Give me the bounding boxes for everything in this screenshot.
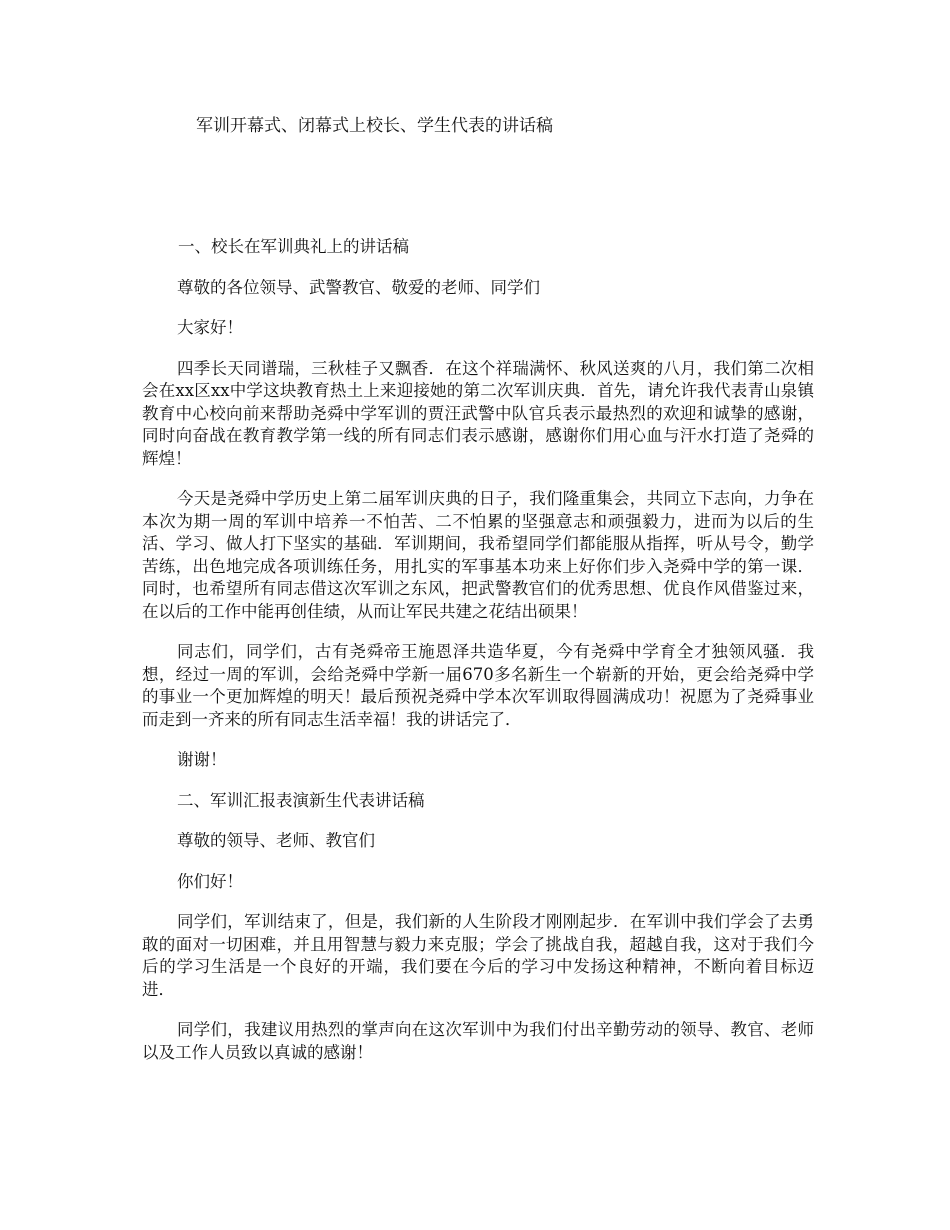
document-title: 军训开幕式、闭幕式上校长、学生代表的讲话稿 <box>196 116 553 136</box>
greeting-principal: 大家好！ <box>177 318 243 337</box>
paragraph: 今天是尧舜中学历史上第二届军训庆典的日子，我们隆重集会，共同立下志向，力争在本次为期一周的军训中培养一不怕苦、二不怕累的坚强意志和顽强毅力，进而为以后的生活、学习、做人打下坚实的基础．军训期间，我希望同学们都能服从指挥，听从号令，勤学苦练，出色地完成各项训练任务，用扎实的军事基本功来上好你们步入尧舜中学的第一课．同时，也希望所有同志借这次军训之东风，把武警教官们的优秀思想、优良作风借鉴过来，在以后的工作中能再创佳绩，从而让军民共建之花结出硕果！ <box>142 489 814 621</box>
paragraph: 四季长天同谱瑞，三秋桂子又飘香．在这个祥瑞满怀、秋风送爽的八月，我们第二次相会在xx区xx中学这块教育热土上来迎接她的第二次军训庆典．首先，请允许我代表青山泉镇教育中心校向前来帮助尧舜中学军训的贾汪武警中队官兵表示最热烈的欢迎和诚挚的感谢，同时向奋战在教育教学第一线的所有同志们表示感谢，感谢你们用心血与汗水打造了尧舜的辉煌！ <box>142 358 814 468</box>
section-heading-principal: 一、校长在军训典礼上的讲话稿 <box>178 237 409 256</box>
greeting-student: 你们好！ <box>177 871 243 891</box>
paragraph: 同学们，军训结束了，但是，我们新的人生阶段才刚刚起步．在军训中我们学会了去勇敢的面对一切困难，并且用智慧与毅力来克服；学会了挑战自我，超越自我，这对于我们今后的学习生活是一个良好的开端，我们要在今后的学习中发扬这种精神，不断向着目标迈进． <box>142 912 814 999</box>
salutation-student: 尊敬的领导、老师、教官们 <box>177 831 375 850</box>
section-heading-student: 二、军训汇报表演新生代表讲话稿 <box>177 790 425 810</box>
paragraph: 同志们，同学们，古有尧舜帝王施恩泽共造华夏，今有尧舜中学育全才独领风骚．我想，经过一周的军训，会给尧舜中学新一届670多名新生一个崭新的开始，更会给尧舜中学的事业一个更加辉煌的明天！最后预祝尧舜中学本次军训取得圆满成功！祝愿为了尧舜事业而走到一齐来的所有同志生活幸福！我的讲话完了． <box>142 642 814 729</box>
salutation-principal: 尊敬的各位领导、武警教官、敬爱的老师、同学们 <box>177 277 540 297</box>
closing-thanks: 谢谢！ <box>177 750 227 769</box>
document-body <box>142 236 814 1082</box>
paragraph: 同学们，我建议用热烈的掌声向在这次军训中为我们付出辛勤劳动的领导、教官、老师以及工作人员致以真诚的感谢！ <box>142 1020 814 1062</box>
